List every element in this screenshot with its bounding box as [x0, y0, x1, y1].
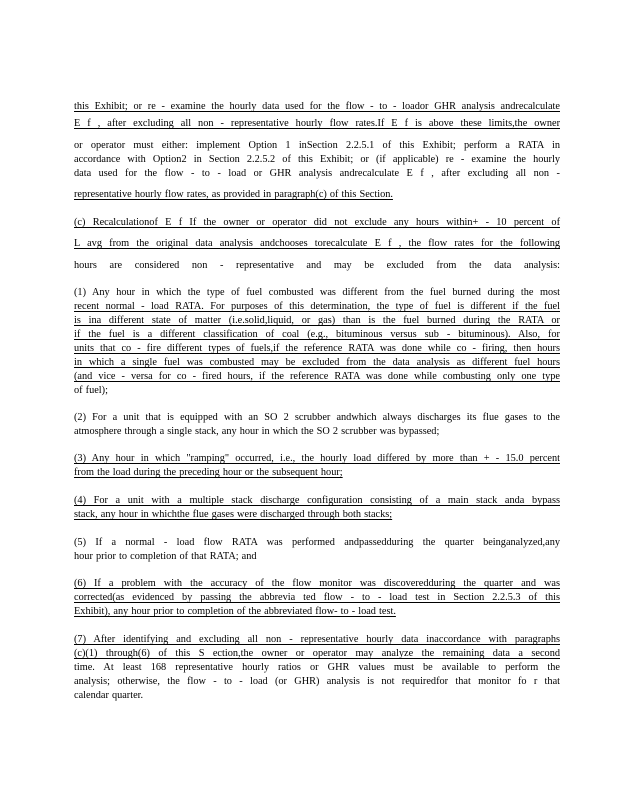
text-line: (c)(1) through(6) of this S ection,the owner or operator may analyze the remaining data a second: [74, 648, 560, 659]
text-line: is ina different state of matter (i.e.solid,liquid, or gas) than is the fuel burned during the RATA or: [74, 315, 560, 326]
text-line: (7) After identifying and excluding all non - representative hourly data inaccordance with paragraphs: [74, 634, 560, 645]
text-line: (5) If a normal - load flow RATA was performed andpassedduring the quarter beinganalyzed,any: [74, 537, 560, 548]
text-line: hours are considered non - representative and may be excluded from the data analysis:: [74, 260, 560, 271]
text-line: data used for the flow - to - load or GHR analysis andrecalculate E f , after excluding all non -: [74, 168, 560, 179]
text-line: accordance with Option2 in Section 2.2.5.2 of this Exhibit; or (if applicable) re - examine the hourly: [74, 154, 560, 165]
text-line: or operator must either: implement Option 1 inSection 2.2.5.1 of this Exhibit; perform a RATA in: [74, 140, 560, 151]
text-line: of fuel);: [74, 385, 108, 396]
text-line: stack, any hour in whichthe flue gases were discharged through both stacks;: [74, 509, 393, 520]
text-line: time. At least 168 representative hourly ratios or GHR values must be available to perform the: [74, 662, 560, 673]
text-line: corrected(as evidenced by passing the abbrevia ted flow - to - load test in Section 2.2.5.3 of this: [74, 592, 560, 603]
text-line: calendar quarter.: [74, 690, 144, 701]
text-line: representative hourly flow rates, as provided in paragraph(c) of this Section.: [74, 189, 393, 200]
text-line: units that co - fire different types of fuels,if the reference RATA was done while co - firing, then hours: [74, 343, 560, 354]
text-line: atmosphere through a single stack, any hour in which the SO 2 scrubber was bypassed;: [74, 426, 440, 437]
text-line: (c) Recalculationof E f If the owner or operator did not exclude any hours within+ - 10 percent of: [74, 217, 560, 228]
text-line: analysis; otherwise, the flow - to - load (or GHR) analysis is not requiredfor that monitor fo r that: [74, 676, 560, 687]
text-line: (4) For a unit with a multiple stack discharge configuration consisting of a main stack anda bypass: [74, 495, 560, 506]
text-line: in which a single fuel was combusted may be excluded from the data analysis as different fuel hours: [74, 357, 560, 368]
text-line: (and vice - versa for co - fired hours, if the reference RATA was done while combusting only one type: [74, 371, 560, 382]
text-line: E f , after excluding all non - representative hourly flow rates.If E f is above these limits,the owner: [74, 118, 560, 129]
text-line: (6) If a problem with the accuracy of the flow monitor was discoveredduring the quarter and was: [74, 578, 560, 589]
text-line: Exhibit), any hour prior to completion of the abbreviated flow- to - load test.: [74, 606, 396, 617]
text-line: (2) For a unit that is equipped with an SO 2 scrubber andwhich always discharges its flue gases to the: [74, 412, 560, 423]
text-line: (1) Any hour in which the type of fuel combusted was different from the fuel burned during the most: [74, 287, 560, 298]
text-line: from the load during the preceding hour or the subsequent hour;: [74, 467, 343, 478]
text-line: recent normal - load RATA. For purposes of this determination, the type of fuel is different if the fuel: [74, 301, 560, 312]
text-line: (3) Any hour in which "ramping" occurred, i.e., the hourly load differed by more than + - 15.0 percent: [74, 453, 560, 464]
text-line: L avg from the original data analysis andchooses torecalculate E f , the flow rates for the following: [74, 238, 560, 249]
text-line: hour prior to completion of that RATA; and: [74, 551, 257, 562]
text-line: this Exhibit; or re - examine the hourly data used for the flow - to - loador GHR analysis andrecalculate: [74, 101, 560, 112]
text-line: if the fuel is a different classification of coal (e.g., bituminous versus sub - bituminous). Also, for: [74, 329, 560, 340]
